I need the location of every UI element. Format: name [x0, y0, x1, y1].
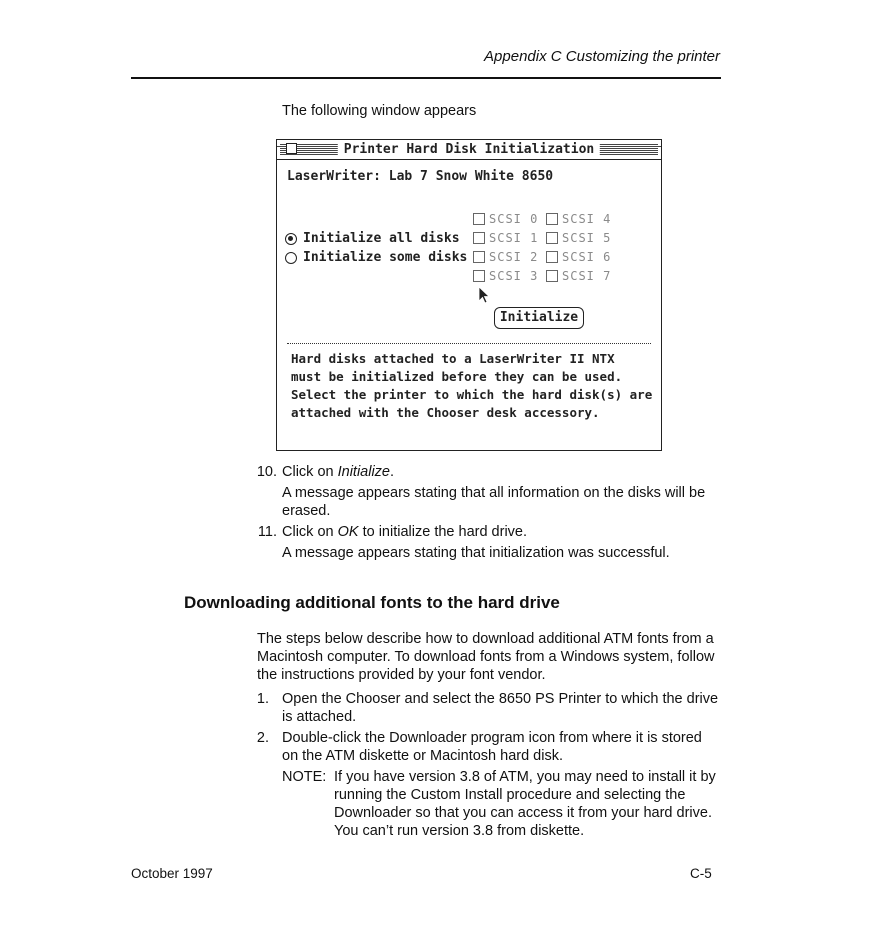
- step-instruction: [282, 523, 527, 541]
- header-rule: [131, 77, 721, 79]
- scsi-0-checkbox[interactable]: [473, 212, 538, 226]
- checkbox-icon[interactable]: [546, 270, 558, 282]
- step-number: 2.: [256, 730, 269, 746]
- radio-unselected-icon[interactable]: [285, 252, 297, 264]
- instruction-text: Click on: [282, 464, 338, 480]
- printer-name-line: LaserWriter: Lab 7 Snow White 8650: [287, 169, 554, 184]
- radio-selected-icon[interactable]: [285, 233, 297, 245]
- step-number: 11.: [257, 524, 277, 540]
- instruction-emphasis: Initialize: [337, 464, 390, 480]
- instruction-text: to initialize the hard drive.: [358, 524, 528, 540]
- radio-label: Initialize all disks: [303, 231, 460, 246]
- checkbox-icon[interactable]: [546, 232, 558, 244]
- instruction-text: .: [390, 464, 395, 480]
- scsi-1-checkbox[interactable]: [473, 231, 538, 245]
- checkbox-icon[interactable]: [546, 213, 558, 225]
- scsi-label: SCSI 5: [562, 231, 612, 245]
- radio-label: Initialize some disks: [303, 250, 468, 265]
- step-10-detail: A message appears stating that all information on the disks will be erased.: [282, 485, 706, 519]
- scsi-label: SCSI 3: [489, 269, 539, 283]
- radio-initialize-some[interactable]: [285, 250, 467, 265]
- dialog-message-line: attached with the Chooser desk accessory.: [291, 405, 600, 420]
- checkbox-icon[interactable]: [473, 251, 485, 263]
- radio-initialize-all[interactable]: [285, 231, 460, 246]
- running-header: Appendix C Customizing the printer: [484, 48, 720, 65]
- printer-hard-disk-dialog: [276, 139, 662, 451]
- intro-text: The following window appears: [282, 103, 477, 119]
- mouse-pointer-icon: [478, 286, 490, 304]
- dialog-message-line: must be initialized before they can be used.: [291, 369, 623, 384]
- section-heading: Downloading additional fonts to the hard drive: [184, 593, 560, 612]
- scsi-label: SCSI 4: [562, 212, 612, 226]
- dialog-message-line: Select the printer to which the hard disk(s) are: [291, 387, 653, 402]
- scsi-6-checkbox[interactable]: [546, 250, 611, 264]
- note-label: NOTE:: [282, 769, 327, 785]
- checkbox-icon[interactable]: [546, 251, 558, 263]
- dialog-titlebar: [277, 140, 661, 160]
- checkbox-icon[interactable]: [473, 270, 485, 282]
- step-text: Double-click the Downloader program icon from where it is stored on the ATM diskette or Macintosh hard disk.: [282, 730, 702, 764]
- checkbox-icon[interactable]: [473, 232, 485, 244]
- scsi-label: SCSI 7: [562, 269, 612, 283]
- close-box-icon[interactable]: [286, 143, 297, 154]
- footer-date: October 1997: [131, 866, 213, 881]
- scsi-3-checkbox[interactable]: [473, 269, 538, 283]
- scsi-7-checkbox[interactable]: [546, 269, 611, 283]
- step-11-detail: A message appears stating that initialization was successful.: [282, 545, 670, 561]
- scsi-label: SCSI 1: [489, 231, 539, 245]
- dialog-divider: [287, 343, 651, 344]
- scsi-4-checkbox[interactable]: [546, 212, 611, 226]
- dialog-message: [291, 350, 652, 422]
- scsi-2-checkbox[interactable]: [473, 250, 538, 264]
- instruction-emphasis: OK: [337, 524, 359, 540]
- step-instruction: [282, 463, 394, 481]
- section-paragraph: The steps below describe how to download additional ATM fonts from a Macintosh computer. To download fonts from a Windows system, follow the instructions provided by your font vendor.: [257, 631, 715, 683]
- checkbox-icon[interactable]: [473, 213, 485, 225]
- initialize-button[interactable]: Initialize: [494, 307, 584, 329]
- footer-page-number: C-5: [690, 866, 712, 881]
- dialog-message-line: Hard disks attached to a LaserWriter II NTX: [291, 351, 615, 366]
- scsi-label: SCSI 2: [489, 250, 539, 264]
- scsi-label: SCSI 6: [562, 250, 612, 264]
- step-number: 10.: [256, 464, 277, 480]
- scsi-label: SCSI 0: [489, 212, 539, 226]
- scsi-5-checkbox[interactable]: [546, 231, 611, 245]
- step-text: Open the Chooser and select the 8650 PS Printer to which the drive is attached.: [282, 691, 719, 725]
- dialog-title: Printer Hard Disk Initialization: [338, 141, 600, 158]
- instruction-text: Click on: [282, 524, 338, 540]
- step-number: 1.: [256, 691, 269, 707]
- note-text: If you have version 3.8 of ATM, you may need to install it by running the Custom Install procedure and selecting the Downloader so that you can access it from your hard drive. You can’t run version 3.8 from diskette.: [334, 769, 716, 839]
